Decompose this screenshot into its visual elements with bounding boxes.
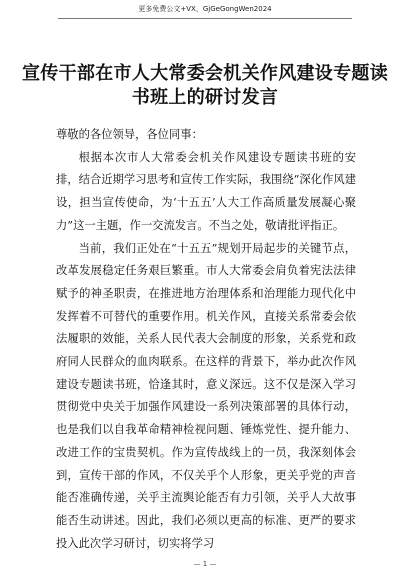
salutation: 尊敬的各位领导，各位同事： [56,128,203,141]
document-title: 宣传干部在市人大常委会机关作风建设专题读书班上的研讨发言 [22,63,388,108]
document-body [56,124,356,555]
page-header: 更多免费公文+VX，GjGeGongWen2024 [138,5,272,13]
header-divider [58,18,352,19]
body-paragraph: 当前，我们正处在“十五五”规划开局起步的关键节点，改革发展稳定任务艰巨繁重。市人大常委会肩负着宪法法律赋予的神圣职责，在推进地方治理体系和治理能力现代化中发挥着不可替代的重要作用。机关作风，直接关系常委会依法履职的效能，关系人民代表大会制度的形象，关系党和政府同人民群众的血肉联系。在这样的背景下，举办此次作风建设专题读书班，恰逢其时，意义深远。这不仅是深入学习贯彻党中央关于加强作风建设一系列决策部署的具体行动，也是我们以自我革命精神检视问题、锤炼党性、提升能力、改进工作的宝贵契机。作为宣传战线上的一员，我深刻体会到，宣传干部的作风，不仅关乎个人形象，更关乎党的声音能否准确传递，关乎主流舆论能否有力引领，关乎人大故事能否生动讲述。因此，我们必须以更高的标准、更严的要求投入此次学习研讨，切实将学习 [56,241,356,550]
body-paragraph: 根据本次市人大常委会机关作风建设专题读书班的安排，结合近期学习思考和宣传工作实际，我围绕“深化作风建设，担当宣传使命，为‘十五五’人大工作高质量发展凝心聚力”这一主题，作一交流发言。不当之处，敬请批评指正。 [56,150,356,232]
page-number: — 1 — [193,560,217,568]
